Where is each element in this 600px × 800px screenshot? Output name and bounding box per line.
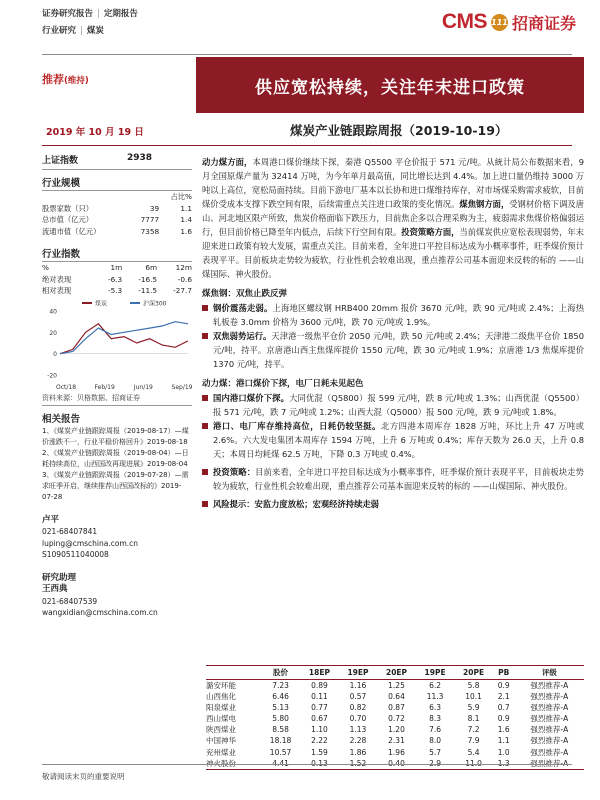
bullet-square-icon: [202, 423, 208, 429]
headline-banner: 供应宽松持续，关注年末进口政策: [196, 57, 584, 113]
cell: 7358: [140, 226, 160, 236]
bullet-square-icon: [202, 501, 208, 507]
cell: 潞安环能: [206, 681, 236, 690]
cell: 1.25: [388, 681, 405, 690]
cell: 神火股份: [206, 758, 261, 770]
cell: 0.7: [497, 703, 510, 713]
related-report-link[interactable]: 2、《煤炭产业链跟踪周报（2019-08-04）—日耗持续高位，山西国改再现进展》2019-08-04: [42, 448, 189, 468]
bullet: [202, 465, 584, 493]
cell: 0.40: [377, 758, 416, 770]
cell: 强烈推荐-A: [530, 747, 569, 757]
related-report-link[interactable]: 3、《煤炭产业链跟踪周报（2019-07-28）—需求旺季开启，继续推荐山西国改标的》2019-07-28: [42, 470, 189, 501]
table-row: [42, 203, 192, 215]
cell: 总市值（亿元）: [42, 215, 94, 224]
bullet: [202, 329, 584, 371]
rating: [42, 71, 89, 87]
index-row: [42, 150, 192, 170]
cell: 强烈推荐-A: [530, 714, 569, 724]
bullet-square-icon: [202, 469, 208, 475]
cell: 6.2: [429, 681, 442, 690]
footer-divider: [42, 764, 572, 765]
cell: 0.82: [349, 703, 367, 713]
perf-table: [42, 262, 192, 297]
cell: %: [42, 263, 49, 272]
cell: 1m: [110, 263, 123, 272]
company-logo: [442, 10, 576, 34]
p1b-lead: 煤焦钢方面，: [459, 199, 510, 209]
header-meta: 证券研究报告 | 定期报告 行业研究 | 煤炭: [42, 9, 138, 36]
col-header: PB: [493, 666, 515, 680]
cell: 1.96: [388, 747, 405, 757]
analyst-name: 卢平: [42, 514, 60, 525]
y-tick-label: -20: [47, 372, 57, 379]
related-reports: [42, 426, 192, 503]
p1b-text: 受钢材价格下调及唐山、河北地区限产所致，焦炭价格面临下跌压力，目前焦企多以合理采购为主，疲弱需求焦煤价格偏弱运行，但目前价格已降至年内低点，后续下行空间有限。: [202, 199, 584, 237]
p1c-text: 当前煤炭供应宽松表现弱势，年末迎来进口政策有较大发展，需重点关注。目前来看，全年进口平控目标达成为小概率事件，旺季煤价预计表现平平。目前板块走势较为疲软，行业性机会较难出现，重点推荐公司基本面迎来反转的标的 ——山煤国际、神火股份。: [202, 227, 584, 279]
perf-title: 行业指数: [42, 245, 192, 262]
report-type: 证券研究报告: [42, 9, 94, 19]
logo-cms: CMS: [441, 10, 487, 33]
cell: -16.5: [138, 274, 158, 284]
table-row: [42, 274, 192, 286]
period-label: 定期报告: [103, 9, 138, 19]
cell: -27.7: [173, 286, 192, 295]
x-tick-label: Jun/19: [133, 383, 153, 391]
cell: 1.1: [497, 736, 510, 746]
series-line-0: [60, 323, 188, 353]
cell: 0.9: [497, 714, 510, 724]
cell: 5.4: [467, 747, 480, 757]
x-tick-label: Oct/18: [55, 383, 77, 391]
cell: 10.1: [465, 692, 482, 702]
analyst-1: [42, 515, 192, 561]
cell: 相对表现: [42, 286, 72, 295]
index-label: 上证指数: [42, 156, 79, 166]
col-header: 股价: [261, 666, 300, 680]
bullet-square-icon: [202, 333, 208, 339]
cell: 6.46: [272, 692, 289, 702]
cell: 0.11: [311, 692, 328, 702]
y-tick-label: 40: [49, 308, 57, 315]
cell: 0.13: [300, 758, 339, 770]
cell: 1.59: [311, 747, 328, 757]
cell: -0.6: [177, 274, 192, 284]
table-header-row: [206, 666, 584, 680]
logo-cn: 招商证券: [511, 13, 576, 33]
bullet-text: 大同优混（Q5800）报 599 元/吨，跌 8 元/吨或 1.3%；山西优混（Q5500）报 571 元/吨，跌 7 元/吨或 1.2%；山西大混（Q5000）报 500 元/吨，跌 9 元/吨或 1.8%。: [213, 393, 584, 417]
table-row: [206, 680, 584, 692]
bullet: [202, 301, 584, 329]
bullet-lead: 双焦弱势运行。: [213, 331, 272, 341]
cell: 2.28: [349, 736, 367, 746]
cell: 5.9: [467, 703, 480, 713]
cell: 0.9: [497, 681, 510, 690]
rating-label: 推荐: [42, 73, 64, 86]
summary-paragraph: [202, 155, 584, 281]
col-header: 20EP: [377, 666, 416, 680]
table-row: [206, 735, 584, 746]
bullet-lead: 投资策略：: [213, 467, 256, 477]
cell: 39: [149, 203, 160, 213]
cell: 强烈推荐-A: [530, 725, 569, 735]
cell: 0.72: [388, 714, 405, 724]
bullet-lead: 港口、电厂库存维持高位，日耗仍较坚挺。: [213, 421, 381, 431]
bullet-lead: 国内港口煤价下探。: [213, 393, 290, 403]
sidebar: [42, 150, 192, 619]
col-header: 19EP: [339, 666, 378, 680]
analyst-role: 研究助理: [42, 572, 77, 583]
cell: 强烈推荐-A: [530, 736, 569, 746]
cell: 1.0: [497, 747, 510, 757]
cell: 11.3: [426, 692, 444, 702]
performance-chart-svg: [42, 297, 192, 393]
bullet: [202, 391, 584, 419]
bullet-text: 上海地区螺纹钢 HRB400 20mm 报价 3670 元/吨，跌 90 元/吨或 2.4%；上海热轧板卷 3.0mm 价格为 3600 元/吨，跌 70 元/吨或 1.9%。: [213, 303, 584, 327]
section-title: 煤焦钢：双焦止跌反弹: [202, 289, 288, 299]
cell: 0.57: [349, 692, 367, 702]
cell: 1.4: [180, 215, 192, 224]
x-tick-label: Sep/19: [171, 383, 192, 391]
analyst-email[interactable]: wangxidian@cmschina.com.cn: [42, 608, 158, 617]
cell: 18.18: [269, 736, 292, 746]
risk-bullet: [202, 497, 584, 511]
table-row: [206, 702, 584, 713]
analyst-phone: 021-68407841: [42, 527, 98, 536]
performance-chart: [42, 297, 192, 393]
cell: 强烈推荐-A: [515, 758, 584, 770]
cell: 2.9: [416, 758, 455, 770]
valuation-body: [206, 680, 584, 770]
y-tick-label: 0: [53, 350, 57, 358]
cell: 6m: [145, 263, 158, 272]
cell: 山西焦化: [206, 692, 236, 702]
cell: 8.58: [272, 725, 289, 735]
cell: 7.2: [467, 725, 480, 735]
logo-badge-icon: 111: [491, 14, 508, 31]
analyst-phone: 021-68407539: [42, 596, 98, 606]
cell: 阳泉煤业: [206, 703, 236, 713]
legend-label: 沪深300: [143, 300, 167, 307]
cell: 2.31: [388, 736, 405, 746]
col-header: 20PE: [454, 666, 493, 680]
cell: 7.6: [429, 725, 442, 735]
cell: -6.3: [107, 274, 123, 284]
bullet-text: 北方四港本周库存 1828 万吨，环比上升 47 万吨或 2.6%。六大发电集团本周库存 1594 万吨，上升 6 万吨或 0.4%；库存天数为 26.0 天，上升 0.8 天；本周日均耗煤 62.5 万吨，下降 0.3 万吨或 0.4%。: [213, 421, 584, 459]
cell: -11.5: [138, 286, 158, 295]
cell: 1.6: [180, 226, 192, 236]
analyst-email[interactable]: luping@cmschina.com.cn: [42, 538, 139, 548]
cell: 1.6: [497, 725, 510, 735]
legend-label: 煤炭: [95, 300, 108, 307]
cell: 8.0: [429, 736, 442, 746]
bullet-square-icon: [202, 395, 208, 401]
cell: 7777: [140, 215, 160, 224]
col-header: 评级: [515, 666, 584, 680]
table-row: [42, 226, 192, 238]
cell: 0.87: [388, 703, 405, 713]
cell: 0.89: [311, 681, 328, 690]
cell: 强烈推荐-A: [530, 692, 569, 702]
cell: 陕西煤业: [206, 725, 236, 735]
col-header: 18EP: [300, 666, 339, 680]
bullet: [202, 419, 584, 461]
cell: 中国神华: [206, 736, 236, 746]
cell: 4.41: [261, 758, 300, 770]
table-row: [42, 285, 192, 297]
cell: 强烈推荐-A: [530, 681, 569, 690]
cell: 绝对表现: [42, 274, 72, 284]
bullet-lead: 钢价震荡走弱。: [213, 303, 273, 313]
cell: 5.7: [429, 747, 442, 757]
cell: 6.3: [429, 703, 442, 713]
analyst-name: 王西典: [42, 584, 68, 594]
y-tick-label: 20: [49, 329, 57, 337]
coal-steel-heading: [202, 287, 584, 301]
cell: 7.9: [467, 736, 480, 746]
risk-lead: 风险提示：: [213, 499, 255, 509]
cell: 10.57: [269, 747, 292, 757]
risk-text: 安监力度放松；宏观经济持续走弱: [254, 499, 379, 509]
thermal-heading: [202, 377, 584, 391]
table-row: [206, 724, 584, 735]
col-header: [206, 666, 261, 680]
cell: 西山煤电: [206, 714, 236, 724]
cell: 1.20: [388, 725, 405, 735]
share-header: 占比%: [170, 192, 192, 201]
cell: 0.70: [349, 714, 367, 724]
cell: 0.64: [388, 692, 405, 702]
header-divider: [42, 54, 572, 55]
table-row: [42, 214, 192, 226]
cell: 1.3: [493, 758, 515, 770]
cell: 1.86: [349, 747, 367, 757]
cell: 股票家数（只）: [42, 203, 94, 213]
cell: 0.77: [311, 703, 328, 713]
cell: 强烈推荐-A: [530, 703, 569, 713]
table-row: [206, 713, 584, 724]
series-line-1: [60, 321, 188, 353]
cell: 兖州煤业: [206, 747, 236, 757]
cell: 1.52: [339, 758, 378, 770]
report-title: 煤炭产业链跟踪周报（2019-10-19）: [290, 123, 508, 138]
category: 行业研究: [42, 26, 77, 36]
x-tick-label: Feb/19: [94, 383, 115, 391]
section-title: 动力煤：港口煤价下探，电厂日耗未见起色: [202, 379, 364, 389]
cell: 11.0: [454, 758, 493, 770]
valuation-table: [206, 665, 584, 770]
basic-table: [42, 191, 192, 237]
related-title: 相关报告: [42, 413, 81, 425]
cell: 1.10: [311, 725, 328, 735]
rating-note: (维持): [64, 76, 89, 86]
p1c-lead: 投资策略方面，: [401, 227, 460, 237]
cell: 8.3: [429, 714, 442, 724]
analyst-cert: S1090511040008: [42, 550, 109, 559]
bullet-text: 目前来看，全年进口平控目标达成为小概率事件，旺季煤价预计表现平平，目前板块走势较为疲软，行业性机会较难出现，重点推荐公司基本面迎来反转的标的 ——山煤国际、神火股份。: [213, 467, 584, 491]
industry: 煤炭: [86, 26, 104, 36]
p1-lead: 动力煤方面，: [202, 157, 253, 167]
report-date: 2019 年 10 月 19 日: [46, 127, 144, 138]
cell: 2.22: [311, 736, 328, 746]
main-body: [202, 155, 584, 511]
table-row: [206, 691, 584, 702]
cell: 7.23: [272, 681, 289, 690]
cell: 5.80: [272, 714, 289, 724]
p1-text: 本周港口煤价继续下探，秦港 Q5500 平仓价报于 571 元/吨。从統计局公布数据来看，9 月全国原煤产量为 32414 万吨，为今年单月最高值，同比增长达到 4.4%。加上进口量仍维持 3000 万吨以上高位，宽松局面持续。目前下游电厂基本以长协和进口煤维持库存，对市场煤采购需求疲软，目前煤价受成本支撑下跌空间有限，后续需重点关注进口政策的变化情况。: [202, 157, 584, 209]
cell: 8.1: [467, 714, 480, 724]
related-report-link[interactable]: 1、《煤炭产业链跟踪周报（2019-08-17）—煤价涨跌不一，行业平稳价格回升》2019-08-18: [42, 426, 189, 446]
cell: 0.67: [311, 714, 328, 724]
bullet-text: 天津港一级焦平仓价 2050 元/吨，跌 50 元/吨或 2.4%；天津港二级焦平仓价 1850 元/吨，持平。京唐港山西主焦煤库提价 1550 元/吨，跌 30 元/吨或 1.9%；京唐港 1/3 焦煤库提价 1370 元/吨，持平。: [213, 331, 584, 369]
cell: 1.13: [349, 725, 367, 735]
cell: 5.8: [467, 681, 480, 690]
col-header: 19PE: [416, 666, 455, 680]
analyst-2: [42, 573, 192, 619]
cell: 1.16: [349, 681, 367, 690]
chart-source: 资料来源：贝格数据、招商证券: [42, 393, 192, 406]
cell: 5.13: [272, 703, 289, 713]
cell: -5.3: [107, 286, 123, 295]
cell: 2.1: [497, 692, 510, 702]
table-row: [206, 747, 584, 758]
cell: 12m: [175, 263, 192, 272]
index-value: 2938: [126, 153, 152, 163]
cell: 1.1: [180, 203, 192, 213]
footer-note: 敬请阅读末页的重要说明: [42, 772, 125, 781]
cell: 流通市值（亿元）: [42, 226, 101, 236]
basic-title: 行业规模: [42, 174, 192, 191]
bullet-square-icon: [202, 305, 208, 311]
title-divider: [42, 145, 572, 146]
